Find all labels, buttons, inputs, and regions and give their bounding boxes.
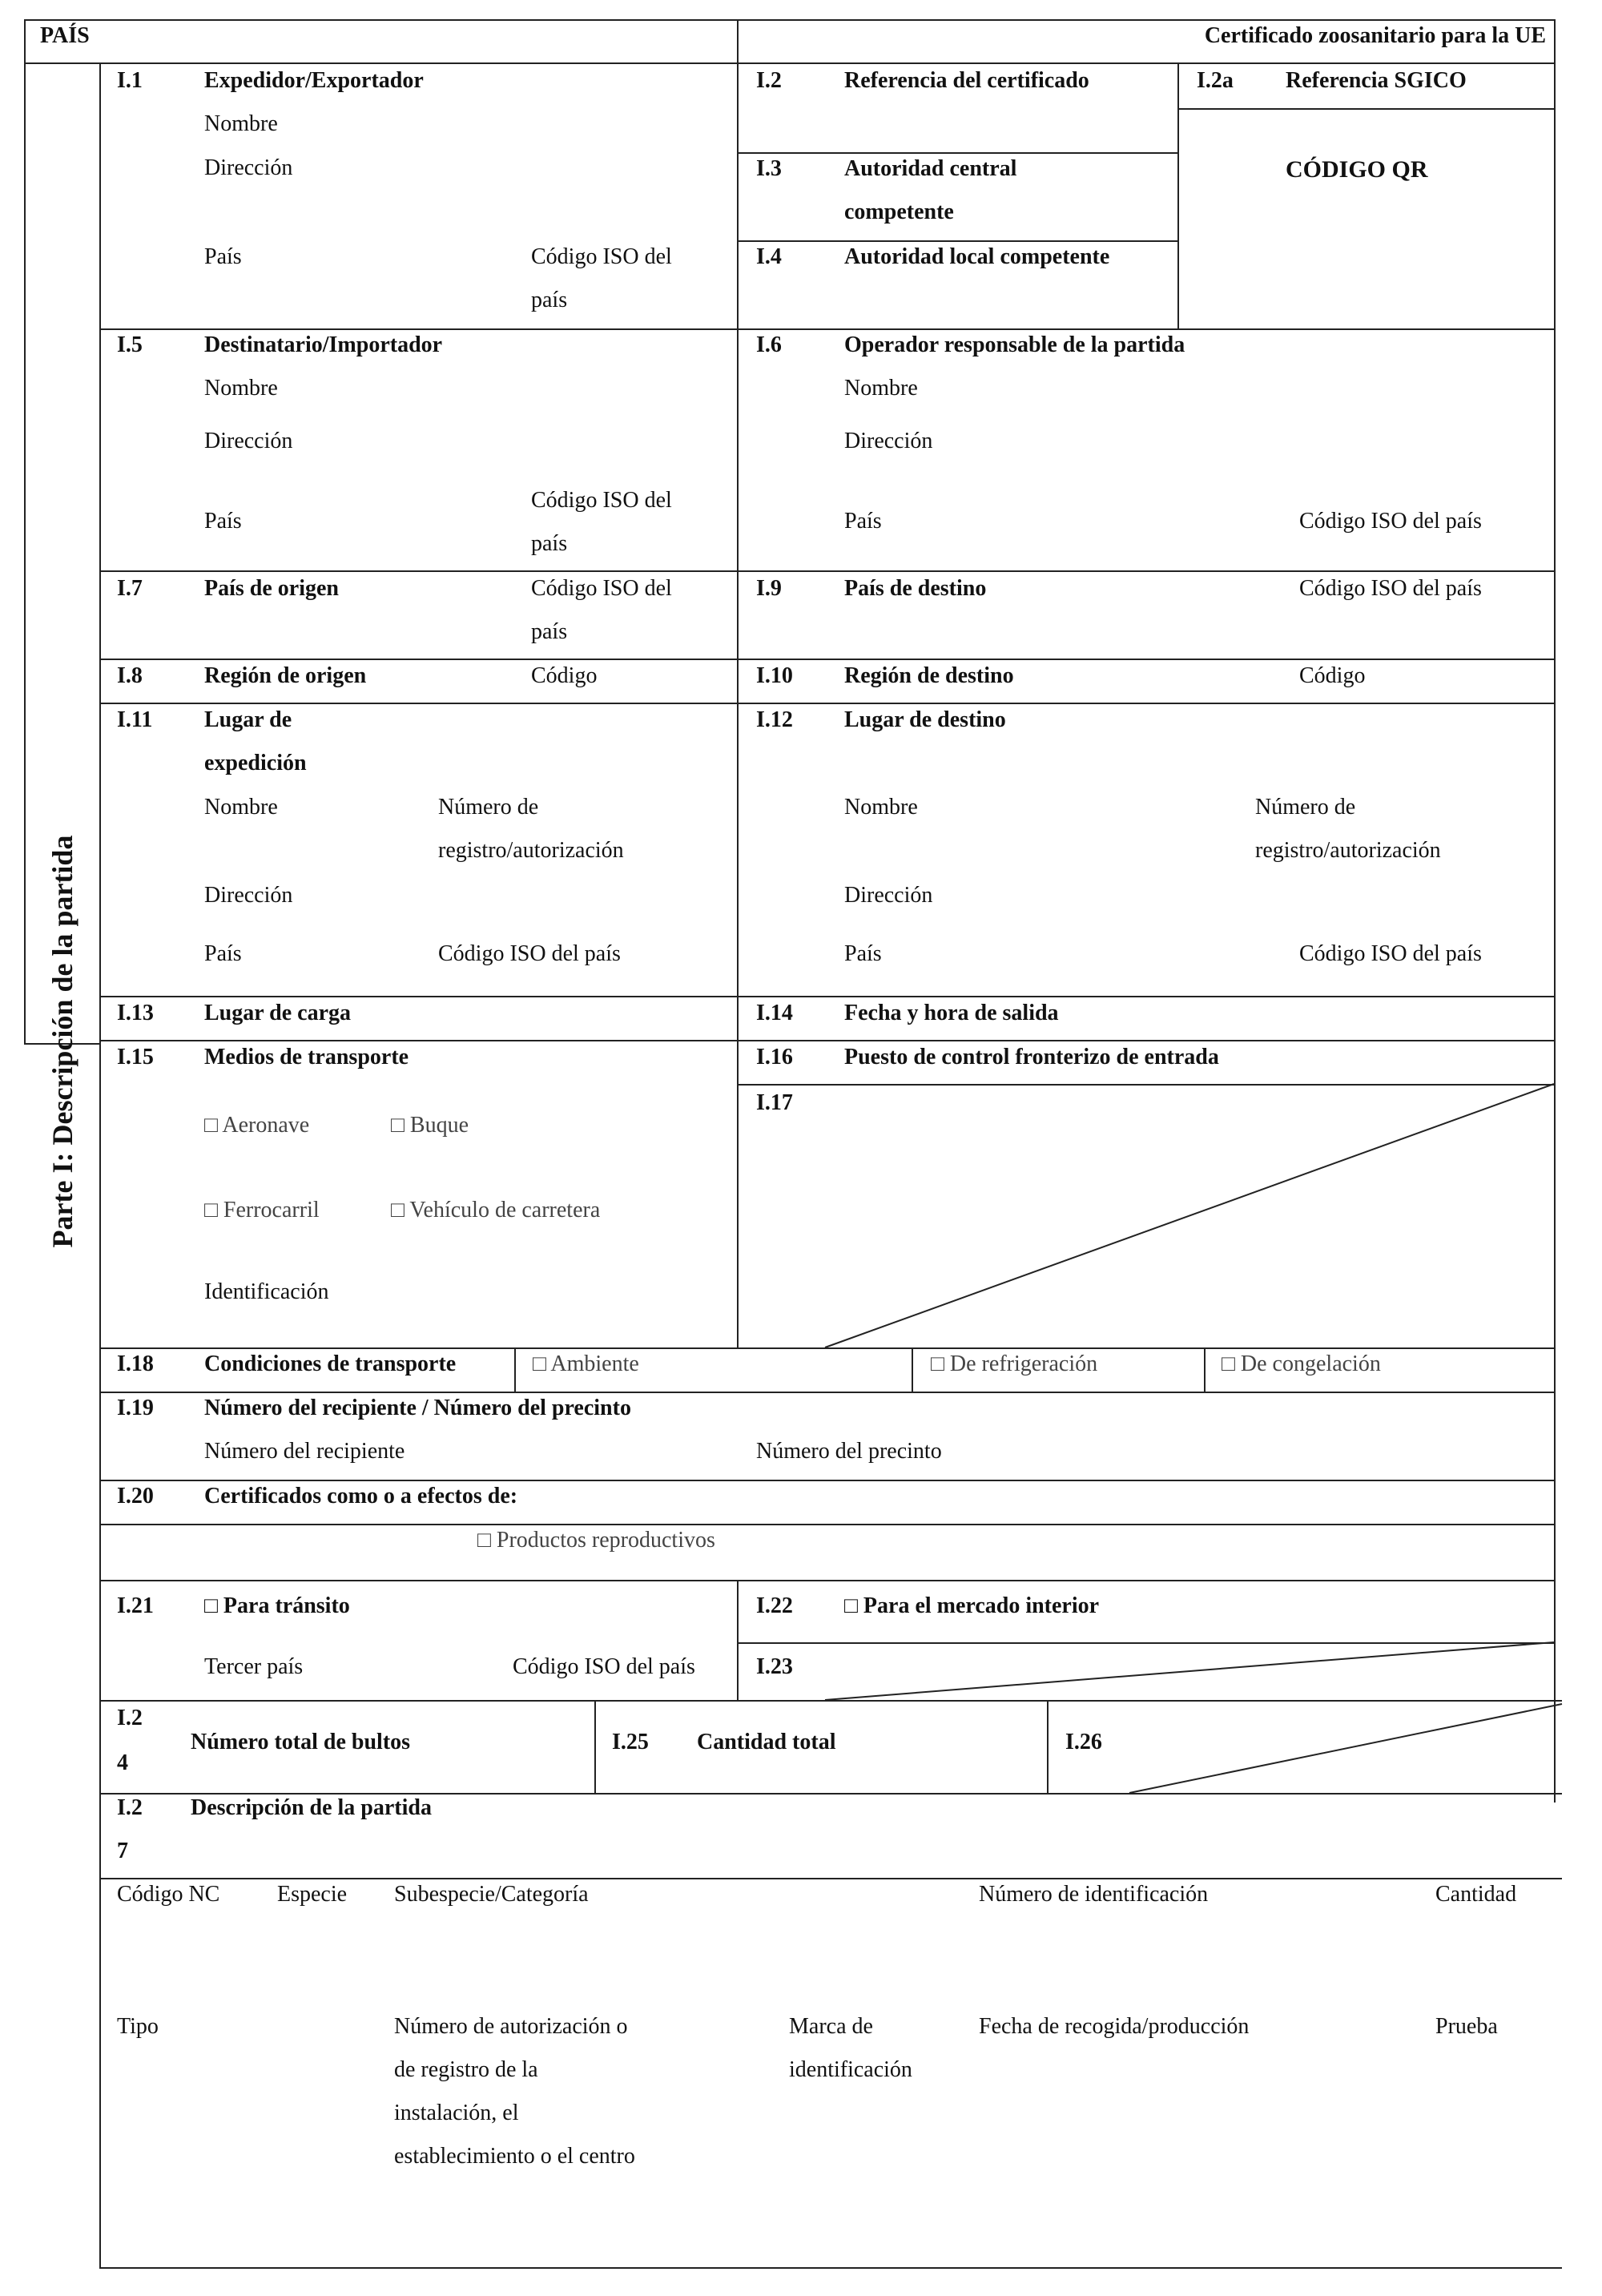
field-number: I.21 bbox=[117, 1593, 154, 1618]
checkbox-railway[interactable]: □ Ferrocarril bbox=[204, 1198, 320, 1223]
field-label: Nombre bbox=[844, 376, 918, 401]
field-number: I.1 bbox=[117, 68, 143, 93]
field-number: I.2a bbox=[1197, 68, 1234, 93]
field-title: Destinatario/Importador bbox=[204, 332, 443, 357]
column-header-species: Especie bbox=[277, 1882, 348, 1907]
field-label: País bbox=[204, 941, 242, 966]
field-label: Código bbox=[531, 663, 598, 688]
field-label: Número de bbox=[438, 795, 539, 820]
rule bbox=[737, 19, 739, 1347]
field-label: Código ISO del país bbox=[1299, 941, 1482, 966]
field-label: Nombre bbox=[204, 111, 278, 136]
rule bbox=[737, 152, 1177, 154]
country-header: PAÍS bbox=[40, 23, 90, 48]
field-title: País de destino bbox=[844, 576, 987, 601]
field-title: Lugar de bbox=[204, 707, 292, 732]
rule bbox=[594, 1700, 596, 1793]
checkbox-transit[interactable]: □ Para tránsito bbox=[204, 1593, 350, 1618]
field-label: Identificación bbox=[204, 1279, 329, 1304]
field-label: registro/autorización bbox=[438, 838, 624, 863]
field-number: I.6 bbox=[756, 332, 782, 357]
field-label: Nombre bbox=[204, 795, 278, 820]
field-label: País bbox=[204, 509, 242, 534]
field-label: País bbox=[844, 941, 882, 966]
rule bbox=[99, 1392, 1554, 1393]
field-label: Código ISO del bbox=[531, 576, 672, 601]
rule bbox=[99, 328, 1554, 330]
field-label: Código ISO del país bbox=[1299, 509, 1482, 534]
field-number: 4 bbox=[117, 1750, 128, 1775]
rule bbox=[1554, 19, 1556, 1803]
rule bbox=[737, 1580, 739, 1700]
field-number: I.18 bbox=[117, 1351, 154, 1376]
rule bbox=[24, 62, 1554, 64]
field-title: Operador responsable de la partida bbox=[844, 332, 1185, 357]
field-label: País bbox=[844, 509, 882, 534]
field-label: Código ISO del país bbox=[513, 1654, 695, 1679]
rule bbox=[99, 62, 101, 2267]
field-title: Número total de bultos bbox=[191, 1730, 411, 1754]
rule bbox=[99, 1480, 1554, 1481]
field-number: I.2 bbox=[117, 1795, 143, 1820]
field-title: Lugar de carga bbox=[204, 1001, 352, 1025]
field-label: Nombre bbox=[844, 795, 918, 820]
column-header-collection-date: Fecha de recogida/producción bbox=[979, 2014, 1250, 2039]
field-number: I.25 bbox=[612, 1730, 649, 1754]
rule bbox=[1047, 1700, 1049, 1793]
field-number: I.23 bbox=[756, 1654, 793, 1679]
rule bbox=[99, 1878, 1562, 1879]
field-number: 7 bbox=[117, 1839, 128, 1863]
rule bbox=[99, 570, 1554, 572]
field-label: Número de bbox=[1255, 795, 1356, 820]
field-title: Región de origen bbox=[204, 663, 367, 688]
field-label: Nombre bbox=[204, 376, 278, 401]
field-label: Número del precinto bbox=[756, 1439, 942, 1464]
rule bbox=[99, 703, 1554, 704]
field-title: Descripción de la partida bbox=[191, 1795, 432, 1820]
field-label: Código ISO del país bbox=[1299, 576, 1482, 601]
field-label: Dirección bbox=[204, 155, 293, 180]
field-label: Dirección bbox=[204, 883, 293, 908]
field-number: I.13 bbox=[117, 1001, 154, 1025]
field-label: registro/autorización bbox=[1255, 838, 1441, 863]
field-number: I.17 bbox=[756, 1090, 793, 1115]
column-header-id-number: Número de identificación bbox=[979, 1882, 1209, 1907]
column-header-identification-mark: Marca de bbox=[789, 2014, 873, 2039]
column-header-type: Tipo bbox=[117, 2014, 159, 2039]
field-label: Código ISO del bbox=[531, 488, 672, 513]
checkbox-frozen[interactable]: □ De congelación bbox=[1222, 1351, 1381, 1376]
column-header-approval-number: Número de autorización o bbox=[394, 2014, 628, 2039]
checkbox-ambient[interactable]: □ Ambiente bbox=[533, 1351, 639, 1376]
field-title: Referencia SGICO bbox=[1286, 68, 1467, 93]
field-label: Código bbox=[1299, 663, 1366, 688]
field-title: expedición bbox=[204, 751, 307, 775]
field-number: I.2 bbox=[117, 1706, 143, 1730]
field-label: Dirección bbox=[844, 883, 933, 908]
field-title: competente bbox=[844, 199, 954, 224]
field-number: I.5 bbox=[117, 332, 143, 357]
rule bbox=[737, 1642, 1554, 1644]
field-number: I.4 bbox=[756, 244, 782, 269]
field-number: I.9 bbox=[756, 576, 782, 601]
certificate-title: Certificado zoosanitario para la UE bbox=[1204, 23, 1546, 48]
rule bbox=[737, 1084, 1554, 1086]
field-number: I.16 bbox=[756, 1045, 793, 1069]
checkbox-ship[interactable]: □ Buque bbox=[391, 1113, 469, 1138]
field-number: I.7 bbox=[117, 576, 143, 601]
field-label: País bbox=[204, 244, 242, 269]
rule bbox=[1204, 1347, 1206, 1392]
rule bbox=[514, 1347, 516, 1392]
rule bbox=[24, 19, 26, 1043]
field-title: Condiciones de transporte bbox=[204, 1351, 457, 1376]
rule bbox=[99, 2267, 1562, 2269]
column-header-approval-number: establecimiento o el centro bbox=[394, 2144, 635, 2169]
field-number: I.20 bbox=[117, 1484, 154, 1509]
field-title: Lugar de destino bbox=[844, 707, 1006, 732]
field-number: I.12 bbox=[756, 707, 793, 732]
checkbox-reproductive-products[interactable]: □ Productos reproductivos bbox=[477, 1528, 715, 1553]
field-number: I.22 bbox=[756, 1593, 793, 1618]
field-title: País de origen bbox=[204, 576, 339, 601]
rule bbox=[99, 1347, 1554, 1349]
field-label: Código ISO del bbox=[531, 244, 672, 269]
rule bbox=[99, 1524, 1554, 1525]
field-title: Autoridad local competente bbox=[844, 244, 1110, 269]
checkbox-road-vehicle[interactable]: □ Vehículo de carretera bbox=[391, 1198, 601, 1223]
column-header-approval-number: instalación, el bbox=[394, 2101, 519, 2125]
field-title: Región de destino bbox=[844, 663, 1014, 688]
rule bbox=[912, 1347, 913, 1392]
field-number: I.26 bbox=[1065, 1730, 1102, 1754]
field-number: I.3 bbox=[756, 156, 782, 181]
qr-code-placeholder: CÓDIGO QR bbox=[1286, 156, 1428, 183]
field-title: Fecha y hora de salida bbox=[844, 1001, 1059, 1025]
rule bbox=[99, 1580, 1554, 1581]
rule bbox=[99, 659, 1554, 660]
column-header-identification-mark: identificación bbox=[789, 2057, 912, 2082]
field-label: país bbox=[531, 288, 568, 312]
field-label: Tercer país bbox=[204, 1654, 304, 1679]
field-label: Código ISO del país bbox=[438, 941, 621, 966]
field-title: Autoridad central bbox=[844, 156, 1017, 181]
checkbox-internal-market[interactable]: □ Para el mercado interior bbox=[844, 1593, 1100, 1618]
field-title: Medios de transporte bbox=[204, 1045, 409, 1069]
column-header-subspecies: Subespecie/Categoría bbox=[394, 1882, 589, 1907]
rule bbox=[1177, 62, 1179, 328]
field-label: Dirección bbox=[844, 429, 933, 453]
checkbox-chilled[interactable]: □ De refrigeración bbox=[931, 1351, 1098, 1376]
field-number: I.14 bbox=[756, 1001, 793, 1025]
field-number: I.19 bbox=[117, 1396, 154, 1420]
rule bbox=[737, 240, 1177, 242]
side-title: Parte I: Descripción de la partida bbox=[46, 835, 78, 1248]
column-header-cn-code: Código NC bbox=[117, 1882, 220, 1907]
field-title: Puesto de control fronterizo de entrada bbox=[844, 1045, 1219, 1069]
rule bbox=[24, 19, 1554, 21]
field-number: I.15 bbox=[117, 1045, 154, 1069]
column-header-test: Prueba bbox=[1435, 2014, 1498, 2039]
field-number: I.2 bbox=[756, 68, 782, 93]
field-number: I.11 bbox=[117, 707, 153, 732]
field-number: I.10 bbox=[756, 663, 793, 688]
column-header-approval-number: de registro de la bbox=[394, 2057, 538, 2082]
checkbox-aircraft[interactable]: □ Aeronave bbox=[204, 1113, 310, 1138]
rule bbox=[99, 1793, 1562, 1795]
field-number: I.8 bbox=[117, 663, 143, 688]
field-title: Cantidad total bbox=[697, 1730, 836, 1754]
rule bbox=[99, 1700, 1562, 1702]
field-title: Expedidor/Exportador bbox=[204, 68, 424, 93]
rule bbox=[99, 996, 1554, 997]
rule bbox=[99, 1040, 1554, 1041]
column-header-quantity: Cantidad bbox=[1435, 1882, 1517, 1907]
rule bbox=[1177, 108, 1554, 110]
field-title: Referencia del certificado bbox=[844, 68, 1089, 93]
field-title: Certificados como o a efectos de: bbox=[204, 1484, 518, 1509]
field-label: país bbox=[531, 619, 568, 644]
field-label: Dirección bbox=[204, 429, 293, 453]
field-title: Número del recipiente / Número del precinto bbox=[204, 1396, 631, 1420]
field-label: Número del recipiente bbox=[204, 1439, 405, 1464]
field-label: país bbox=[531, 531, 568, 556]
